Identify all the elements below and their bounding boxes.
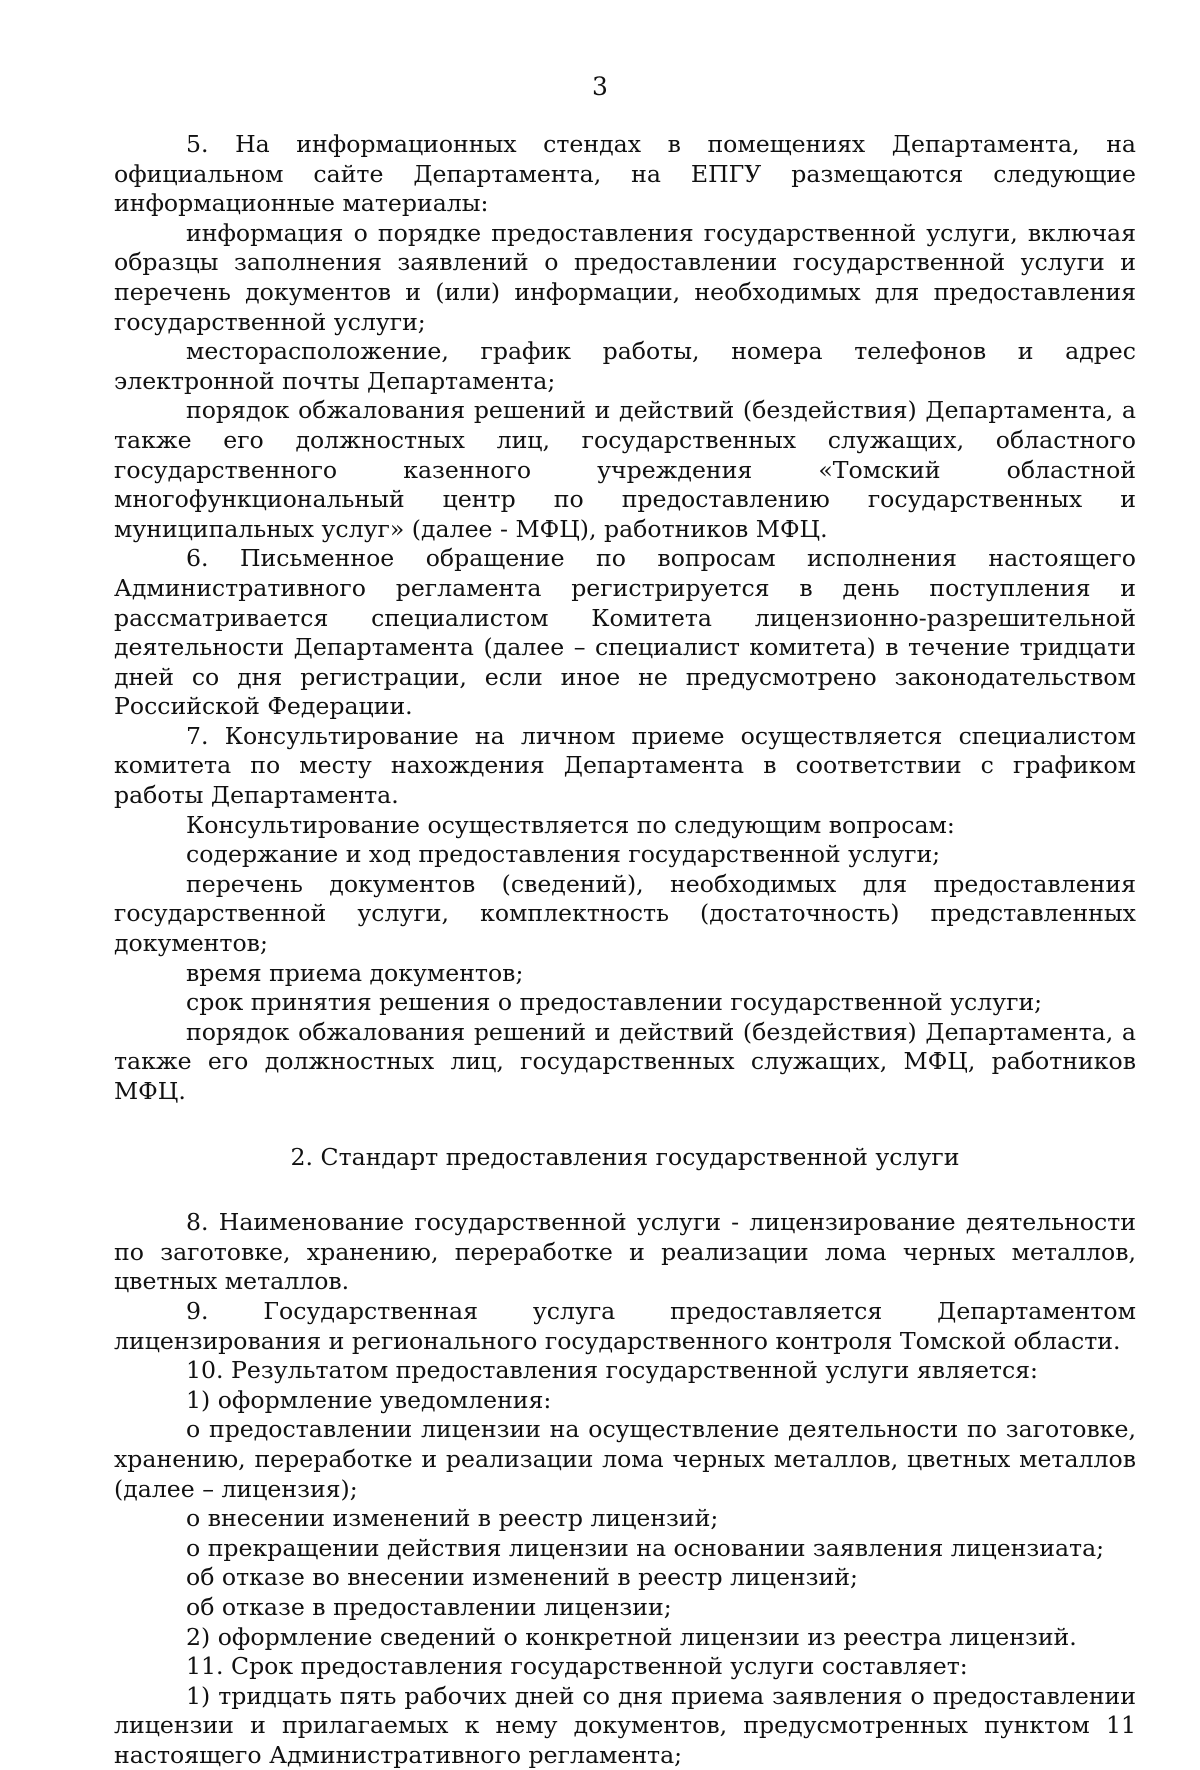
paragraph-consultation-topics: Консультирование осуществляется по следующим вопросам: (186, 810, 955, 839)
paragraph-item-8: 8. Наименование государственной услуги - лицензирование деятельности по заготовке, хранению, переработке и реализации лома черных металлов, цветных металлов. (114, 1208, 1136, 1296)
paragraph-item-6: 6. Письменное обращение по вопросам исполнения настоящего Административного регламента регистрируется в день поступления и рассматривается специалистом Комитета лицензионно-разрешительной деятельности Департамента (далее – специалист комитета) в течение тридцати дней со дня регистрации, если иное не предусмотрено законодательством Российской Федерации. (114, 544, 1136, 721)
paragraph-license-grant: о предоставлении лицензии на осуществление деятельности по заготовке, хранению, переработке и реализации лома черных металлов, цветных металлов (далее – лицензия); (114, 1415, 1136, 1503)
paragraph-content-progress: содержание и ход предоставления государственной услуги; (186, 840, 941, 869)
paragraph-refusal-changes: об отказе во внесении изменений в реестр лицензий; (186, 1563, 858, 1592)
paragraph-item-5: 5. На информационных стендах в помещениях Департамента, на официальном сайте Департамента, на ЕПГУ размещаются следующие информационные материалы: (114, 130, 1136, 218)
paragraph-license-termination: о прекращении действия лицензии на основании заявления лицензиата; (186, 1533, 1105, 1562)
paragraph-location-schedule: месторасположение, график работы, номера телефонов и адрес электронной почты Департамента; (114, 337, 1136, 395)
paragraph-reception-time: время приема документов; (186, 958, 524, 987)
paragraph-registry-changes: о внесении изменений в реестр лицензий; (186, 1504, 719, 1533)
paragraph-appeal-procedure: порядок обжалования решений и действий (бездействия) Департамента, а также его должностных лиц, государственных служащих, областного государственного казенного учреждения «Томский областной многофункциональный центр по предоставлению государственных и муниципальных услуг» (далее - МФЦ), работников МФЦ. (114, 396, 1136, 543)
paragraph-info-procedure: информация о порядке предоставления государственной услуги, включая образцы заполнения заявлений о предоставлении государственной услуги и перечень документов и (или) информации, необходимых для предоставления государственной услуги; (114, 218, 1136, 336)
paragraph-decision-term: срок принятия решения о предоставлении государственной услуги; (186, 988, 1043, 1017)
page-number: 3 (592, 72, 608, 101)
paragraph-result-1: 1) оформление уведомления: (186, 1385, 552, 1414)
paragraph-result-2: 2) оформление сведений о конкретной лицензии из реестра лицензий. (186, 1622, 1077, 1651)
paragraph-item-7: 7. Консультирование на личном приеме осуществляется специалистом комитета по месту нахождения Департамента в соответствии с графиком работы Департамента. (114, 721, 1136, 810)
paragraph-item-10: 10. Результатом предоставления государственной услуги является: (186, 1356, 1039, 1385)
document-body (114, 130, 1136, 1770)
paragraph-refusal-license: об отказе в предоставлении лицензии; (186, 1592, 672, 1621)
paragraph-item-11: 11. Срок предоставления государственной услуги составляет: (186, 1652, 968, 1681)
paragraph-document-list: перечень документов (сведений), необходимых для предоставления государственной услуги, комплектность (достаточность) представленных документов; (114, 869, 1136, 958)
paragraph-term-1: 1) тридцать пять рабочих дней со дня приема заявления о предоставлении лицензии и прилагаемых к нему документов, предусмотренных пунктом 11 настоящего Административного регламента; (114, 1681, 1136, 1769)
paragraph-item-9: 9. Государственная услуга предоставляется Департаментом лицензирования и регионального государственного контроля Томской области. (114, 1296, 1136, 1355)
paragraph-appeal-procedure-2: порядок обжалования решений и действий (бездействия) Департамента, а также его должностных лиц, государственных служащих, МФЦ, работников МФЦ. (114, 1017, 1136, 1105)
section-title: 2. Стандарт предоставления государственной услуги (290, 1142, 960, 1171)
